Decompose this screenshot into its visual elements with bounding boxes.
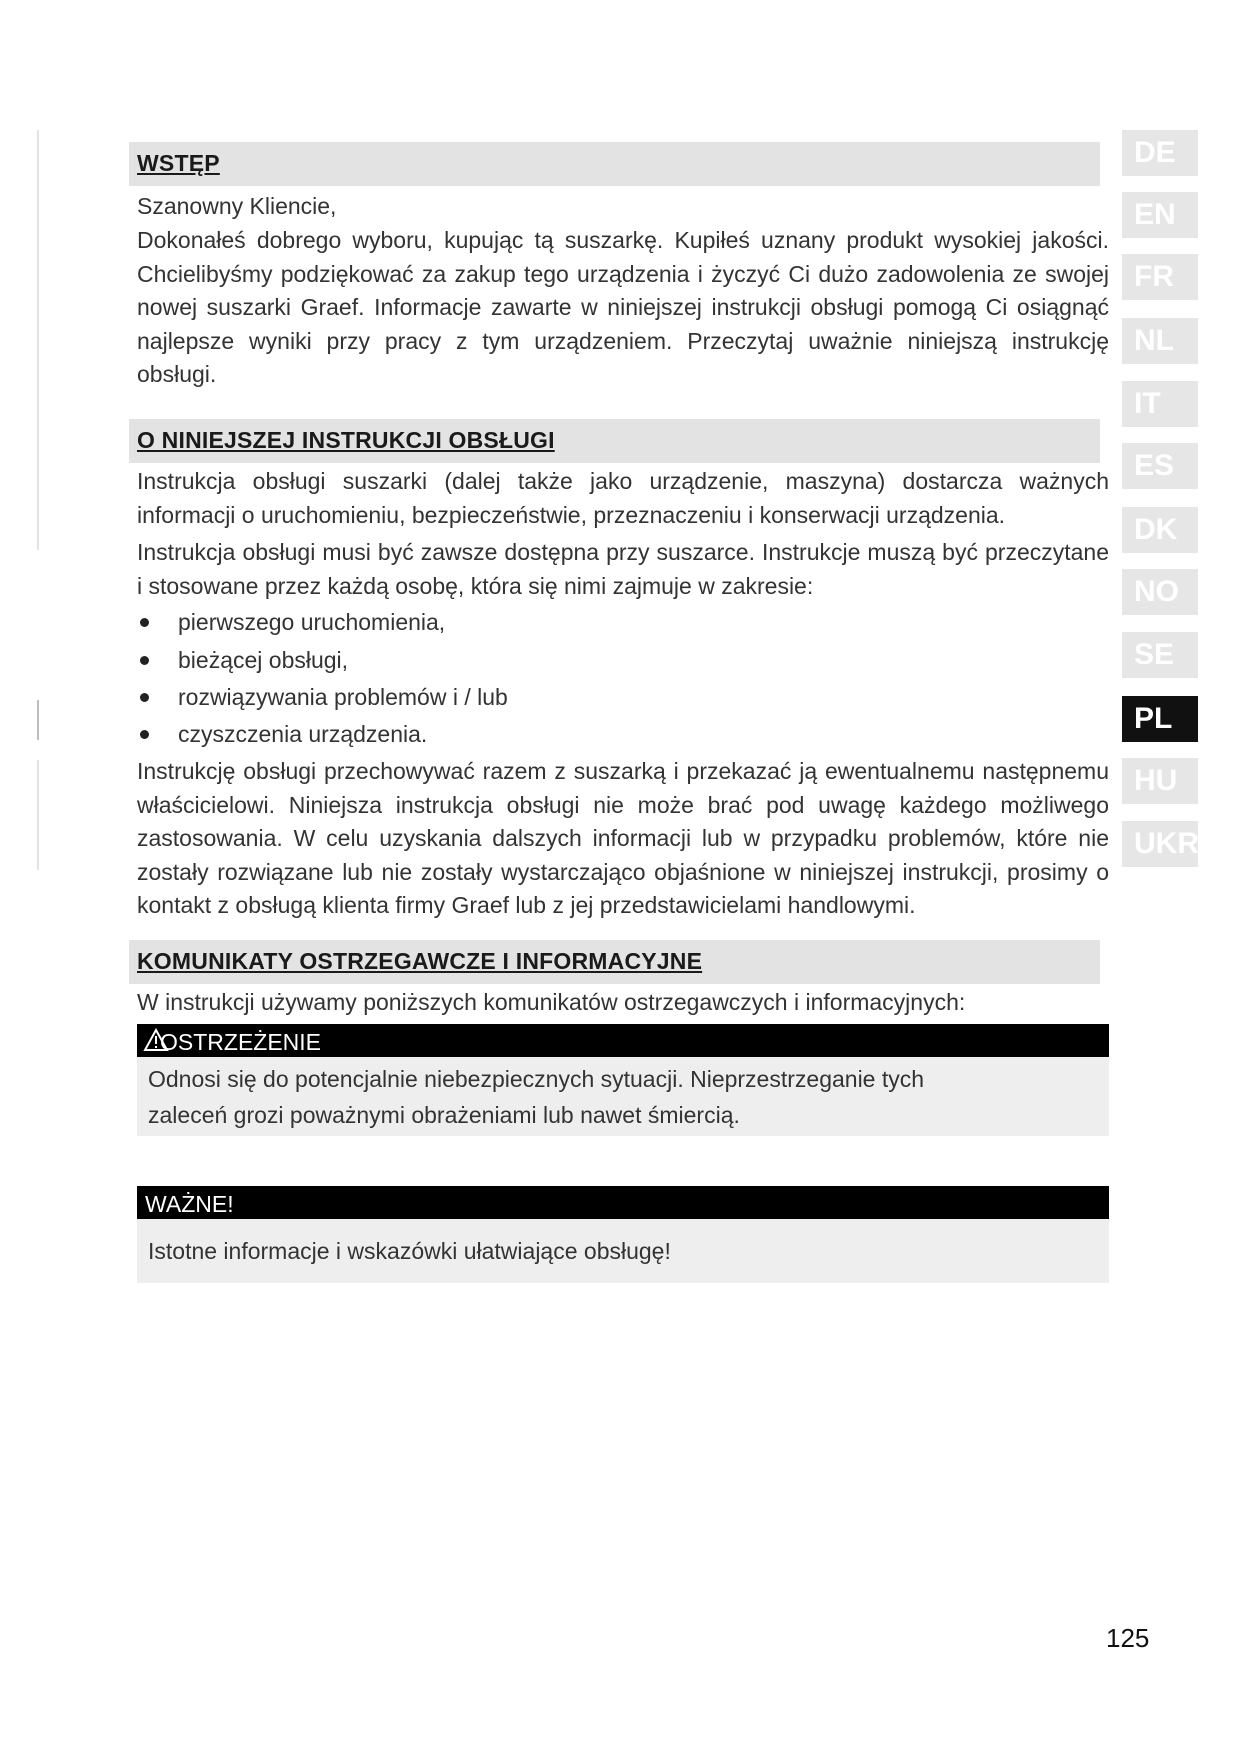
important-title-bar — [137, 1186, 1109, 1219]
page-number: 125 — [1106, 1623, 1150, 1653]
list-item-text: pierwszego uruchomienia, — [178, 609, 446, 635]
intro-paragraph: Dokonałeś dobrego wyboru, kupując tą suszarkę. Kupiłeś uznany produkt wysokiej jakości. Chcielibyśmy podziękować za zakup tego urządzenia i życzyć Ci dużo zadowolenia ze swojej nowej suszarki Graef. Informacje zawarte w niniejszej instrukcji obsługi pomogą Ci osiągnąć najlepsze wyniki przy pracy z tym urządzeniem. Przeczytaj uważnie niniejszą instrukcję obsługi. — [137, 227, 1109, 387]
intro-heading-bar — [129, 142, 1100, 186]
list-item-text: czyszczenia urządzenia. — [178, 721, 428, 747]
lang-tab-no[interactable]: NO — [1122, 569, 1198, 615]
about-heading: O NINIEJSZEJ INSTRUKCJI OBSŁUGI — [137, 427, 555, 453]
about-paragraph-1: Instrukcja obsługi suszarki (dalej także jako urządzenie, maszyna) dostarcza ważnych informacji o uruchomieniu, bezpieczeństwie, przeznaczeniu i konserwacji urządzenia. — [137, 468, 1109, 528]
important-text: Istotne informacje i wskazówki ułatwiające obsługę! — [148, 1238, 671, 1264]
lang-tab-hu[interactable]: HU — [1122, 758, 1198, 804]
notices-heading-bar — [129, 940, 1100, 984]
margin-mark — [37, 700, 39, 740]
bullet-dot — [140, 656, 149, 665]
intro-greeting: Szanowny Kliencie, — [137, 193, 337, 219]
bullet-dot — [140, 618, 149, 627]
bullet-dot — [140, 730, 149, 739]
about-paragraph-3: Instrukcję obsługi przechowywać razem z suszarką i przekazać ją ewentualnemu następnemu właścicielowi. Niniejsza instrukcja obsługi nie może brać pod uwagę każdego możliwego zastosowania. W celu uzyskania dalszych informacji lub w przypadku problemów, które nie zostały rozwiązane lub nie zostały wystarczająco objaśnione w niniejszej instrukcji, prosimy o kontakt z obsługą klienta firmy Graef lub z jej przedstawicielami handlowymi. — [137, 758, 1109, 918]
list-item — [137, 717, 1037, 751]
about-paragraph-2: Instrukcja obsługi musi być zawsze dostępna przy suszarce. Instrukcje muszą być przeczytane i stosowane przez każdą osobę, która się nimi zajmuje w zakresie: — [137, 539, 1109, 599]
warning-text-line-2: zaleceń grozi poważnymi obrażeniami lub nawet śmiercią. — [148, 1102, 740, 1128]
warning-body — [137, 1057, 1109, 1136]
margin-mark — [37, 760, 39, 870]
warning-title-bar — [137, 1024, 1109, 1057]
intro-heading: WSTĘP — [137, 150, 220, 176]
warning-title: OSTRZEŻENIE — [160, 1029, 322, 1055]
list-item-text: rozwiązywania problemów i / lub — [178, 684, 508, 710]
list-item — [137, 643, 1037, 677]
warning-text-line-1: Odnosi się do potencjalnie niebezpiecznych sytuacji. Nieprzestrzeganie tych — [148, 1066, 925, 1092]
important-title: WAŻNE! — [145, 1191, 234, 1217]
lang-tab-ukr[interactable]: UKR — [1122, 821, 1198, 867]
lang-tab-nl[interactable]: NL — [1122, 318, 1198, 364]
bullet-dot — [140, 693, 149, 702]
lang-tab-se[interactable]: SE — [1122, 632, 1198, 678]
list-item — [137, 680, 1037, 714]
lang-tab-es[interactable]: ES — [1122, 443, 1198, 489]
list-item-text: bieżącej obsługi, — [178, 647, 349, 673]
lang-tab-it[interactable]: IT — [1122, 381, 1198, 427]
lang-tab-fr[interactable]: FR — [1122, 254, 1198, 300]
margin-mark — [37, 130, 39, 550]
notices-heading: KOMUNIKATY OSTRZEGAWCZE I INFORMACYJNE — [137, 948, 703, 974]
lang-tab-pl[interactable]: PL — [1122, 696, 1198, 742]
notices-intro: W instrukcji używamy poniższych komunikatów ostrzegawczych i informacyjnych: — [137, 989, 966, 1015]
important-body — [137, 1219, 1109, 1283]
lang-tab-de[interactable]: DE — [1122, 130, 1198, 176]
lang-tab-en[interactable]: EN — [1122, 192, 1198, 238]
lang-tab-dk[interactable]: DK — [1122, 507, 1198, 553]
about-heading-bar — [129, 419, 1100, 463]
list-item — [137, 605, 1037, 639]
